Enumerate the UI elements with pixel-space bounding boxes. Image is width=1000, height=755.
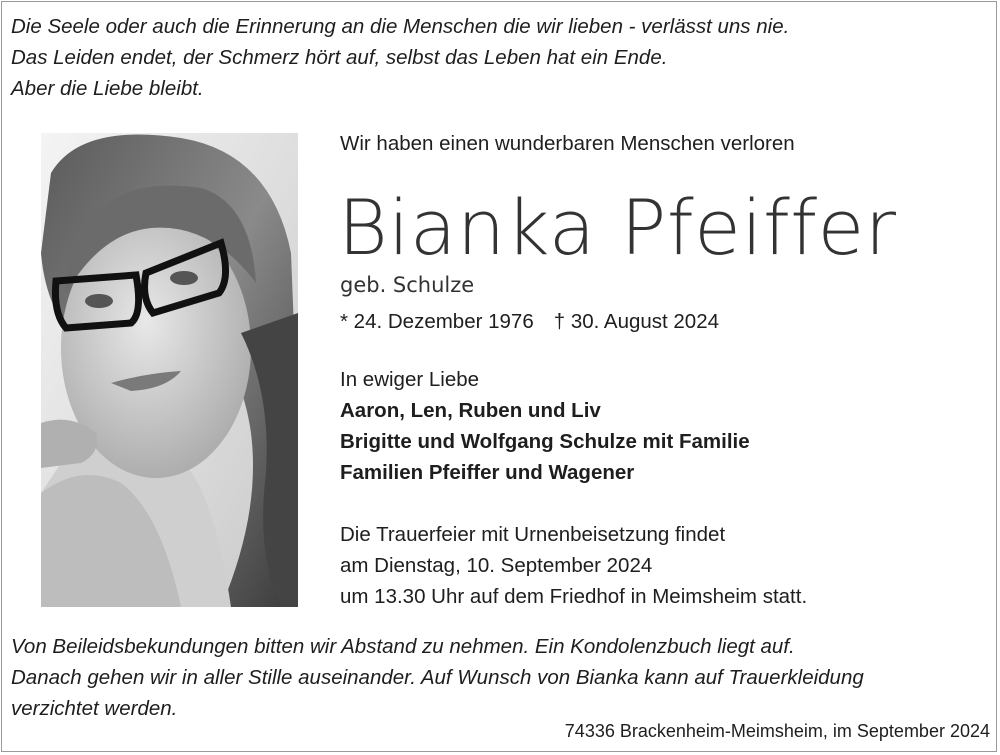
closing-notice [11,632,864,725]
life-dates [340,306,719,337]
place-and-date: 74336 Brackenheim-Meimsheim, im September 2024 [564,721,990,741]
ceremony-line: am Dienstag, 10. September 2024 [340,554,653,577]
mourner-names: Brigitte und Wolfgang Schulze mit Familie [340,430,750,453]
notice-line: Danach gehen wir in aller Stille auseinander. Auf Wunsch von Bianka kann auf Trauerkleidung [11,666,864,689]
birth-name: geb. Schulze [340,273,475,297]
mourner-names: Familien Pfeiffer und Wagener [340,461,635,484]
ceremony-info [340,519,807,612]
deceased-name: Bianka Pfeiffer [338,183,897,272]
mourners-lead: In ewiger Liebe [340,368,480,391]
verse-line: Aber die Liebe bleibt. [11,77,204,100]
ceremony-line: Die Trauerfeier mit Urnenbeisetzung findet [340,523,726,546]
intro-line: Wir haben einen wunderbaren Menschen verloren [340,132,795,155]
verse-line: Das Leiden endet, der Schmerz hört auf, selbst das Leben hat ein Ende. [11,46,668,69]
birth-date: * 24. Dezember 1976 [340,310,534,333]
death-date: † 30. August 2024 [553,310,720,333]
notice-line: verzichtet werden. [11,697,178,720]
portrait-photo [41,133,298,607]
mourner-names: Aaron, Len, Ruben und Liv [340,399,601,422]
mourners-block [340,364,750,488]
notice-line: Von Beileidsbekundungen bitten wir Abstand zu nehmen. Ein Kondolenzbuch liegt auf. [11,635,795,658]
verse-line: Die Seele oder auch die Erinnerung an die Menschen die wir lieben - verlässt uns nie. [11,15,790,38]
memorial-verse [11,12,789,105]
ceremony-line: um 13.30 Uhr auf dem Friedhof in Meimsheim statt. [340,585,808,608]
